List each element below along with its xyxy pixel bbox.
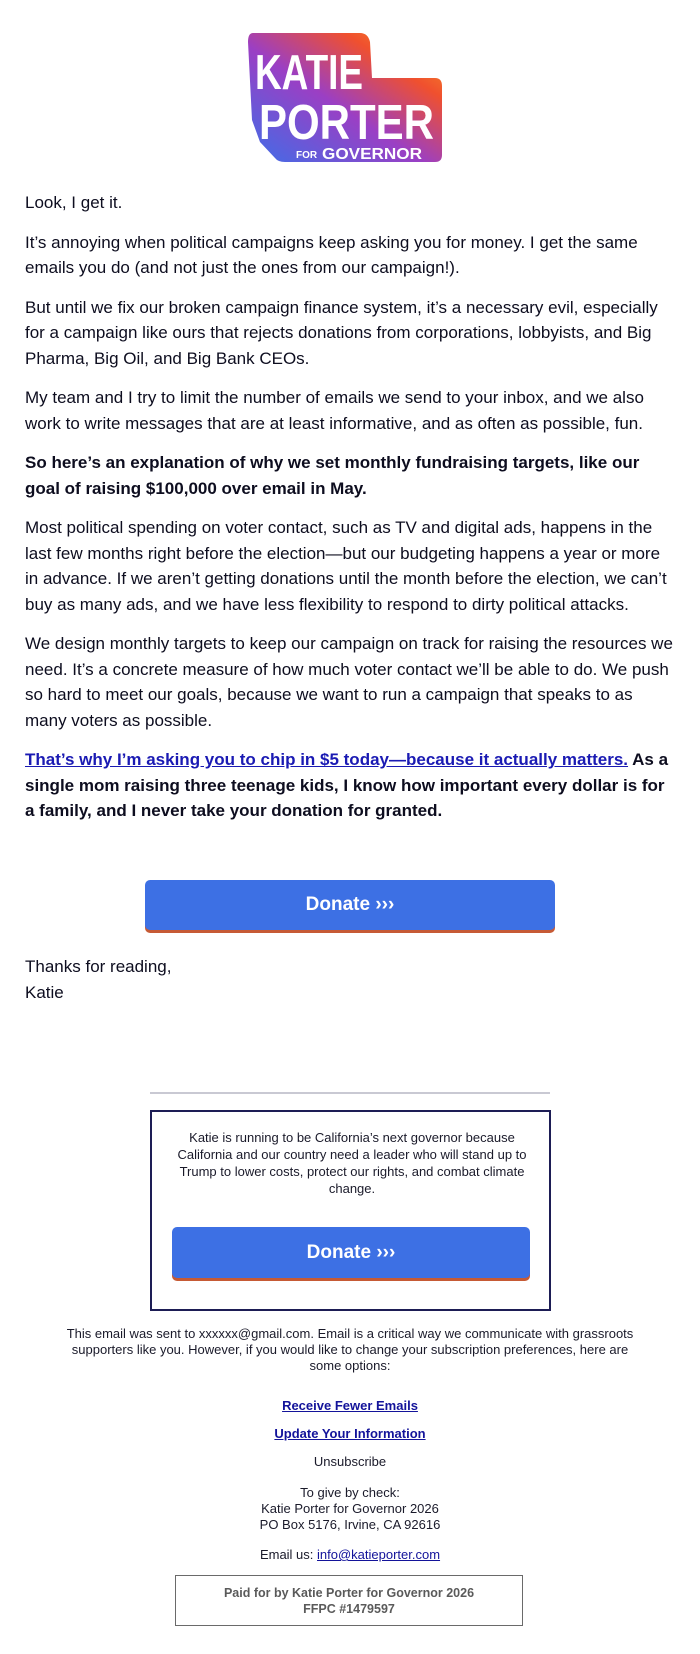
about-box-text: Katie is running to be California’s next governor because California and our country need a leader who will stand up to Trump to lower costs, protect our rights, and combat climate change. — [177, 1130, 527, 1196]
logo-line2: PORTER — [259, 96, 434, 150]
check-name: Katie Porter for Governor 2026 — [261, 1501, 439, 1516]
logo-line3-small: FOR — [296, 150, 318, 161]
paragraph-7 — [25, 747, 675, 824]
footer-divider — [150, 1092, 550, 1094]
campaign-logo — [0, 0, 700, 190]
email-us-label: Email us: — [259, 1547, 318, 1562]
paragraph-7-rest: As a single mom raising three teenage kids, I know how important every dollar is for a family, and I never take your donation for granted. — [25, 750, 669, 820]
unsubscribe-link[interactable]: Unsubscribe — [313, 1454, 387, 1469]
paragraph-3: My team and I try to limit the number of emails we send to your inbox, and we also work to write messages that are at least informative, and as often as possible, fun. — [25, 388, 644, 433]
email-link[interactable]: info@katieporter.com — [317, 1547, 441, 1562]
footer-link-fewer-wrap — [60, 1398, 640, 1414]
update-information-link[interactable]: Update Your Information — [274, 1426, 426, 1441]
paid-for-box — [175, 1575, 523, 1626]
email-us-line — [60, 1547, 640, 1563]
paragraph-2: But until we fix our broken campaign finance system, it’s a necessary evil, especially for a campaign like ours that rejects donations from corporations, lobbyists, and Big Pharma, Big Oil, and Big Bank CEOs. — [25, 297, 658, 368]
email-body — [25, 190, 675, 838]
check-label: To give by check: — [300, 1485, 400, 1500]
check-address: PO Box 5176, Irvine, CA 92616 — [259, 1517, 441, 1532]
greeting: Look, I get it. — [25, 193, 123, 212]
paragraph-1: It’s annoying when political campaigns keep asking you for money. I get the same emails you do (and not just the ones from our campaign!). — [25, 232, 638, 277]
footer-link-update-wrap — [60, 1426, 640, 1442]
receive-fewer-emails-link[interactable]: Receive Fewer Emails — [282, 1398, 418, 1413]
footer-notice: This email was sent to xxxxxx@gmail.com. Email is a critical way we communicate with grassroots supporters like you. However, if you would like to change your subscription preferences, here are some options: — [66, 1326, 634, 1373]
ffpc-line: FFPC #1479597 — [303, 1602, 395, 1616]
logo-graphic — [0, 0, 700, 190]
paragraph-6: We design monthly targets to keep our campaign on track for raising the resources we need. It’s a concrete measure of how much voter contact we’ll be able to do. We push so hard to meet our goals, because we want to run a campaign that speaks to as many voters as possible. — [25, 634, 673, 730]
paragraph-4-bold: So here’s an explanation of why we set monthly fundraising targets, like our goal of raising $100,000 over email in May. — [25, 453, 640, 498]
signoff — [25, 954, 171, 1005]
donate-button[interactable]: Donate ››› — [145, 880, 555, 930]
signoff-name: Katie — [25, 982, 64, 1002]
about-box — [150, 1110, 551, 1311]
logo-line3-big: GOVERNOR — [322, 146, 423, 163]
paid-for-line: Paid for by Katie Porter for Governor 2026 — [223, 1586, 475, 1600]
donate-text-link[interactable]: That’s why I’m asking you to chip in $5 today—because it actually matters. — [25, 750, 629, 769]
logo-line1: KATIE — [255, 46, 363, 100]
signoff-line1: Thanks for reading, — [25, 957, 172, 976]
box-donate-button[interactable]: Donate ››› — [172, 1227, 530, 1278]
paragraph-5: Most political spending on voter contact, such as TV and digital ads, happens in the last few months right before the election—but our budgeting happens a year or more in advance. If we aren’t getting donations until the month before the election, we can’t buy as many ads, and we have less flexibility to respond to dirty political attacks. — [25, 518, 667, 614]
